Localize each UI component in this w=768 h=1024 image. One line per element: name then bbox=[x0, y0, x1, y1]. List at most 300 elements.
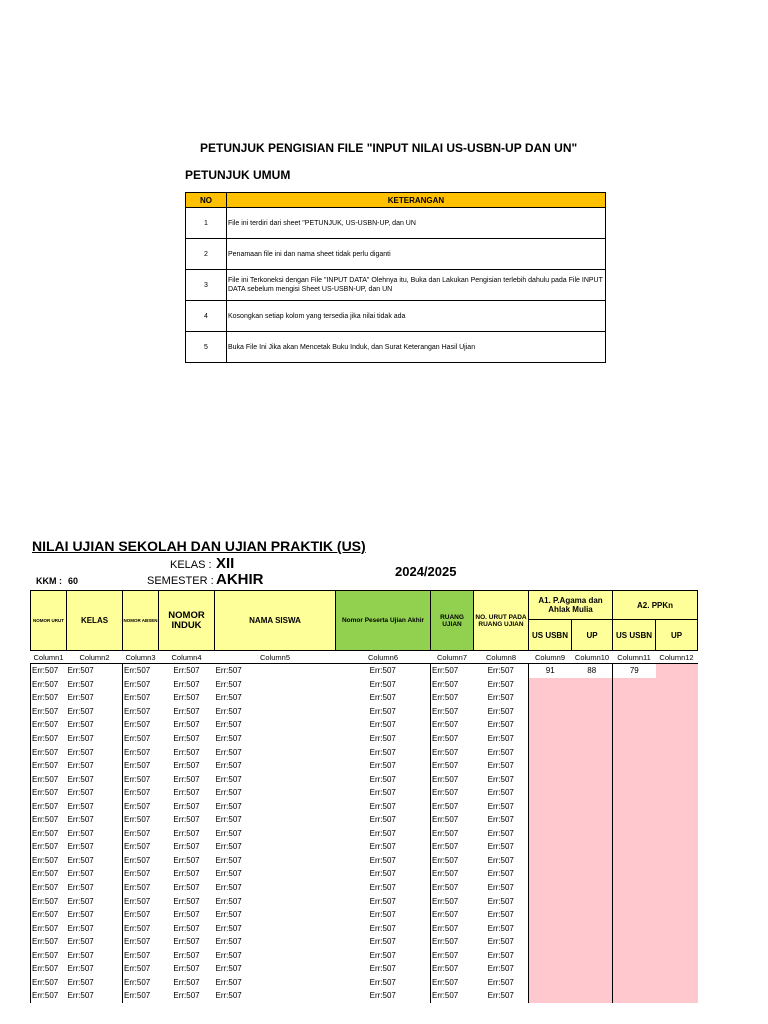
agama-us-usbn-cell[interactable] bbox=[529, 962, 572, 976]
ruang-ujian-cell[interactable]: Err:507 bbox=[431, 745, 474, 759]
nomor-induk-cell[interactable]: Err:507 bbox=[173, 747, 200, 757]
nomor-absen-cell[interactable]: Err:507 bbox=[123, 881, 159, 895]
no-urut-ruang-cell[interactable]: Err:507 bbox=[487, 964, 514, 974]
agama-up-cell[interactable] bbox=[572, 799, 613, 813]
nama-siswa-cell[interactable]: Err:507 bbox=[215, 720, 242, 730]
kelas-value[interactable]: XII bbox=[216, 555, 235, 572]
nomor-peserta-cell[interactable]: Err:507 bbox=[369, 991, 396, 1001]
no-urut-ruang-cell[interactable]: Err:507 bbox=[487, 923, 514, 933]
nomor-induk-cell[interactable]: Err:507 bbox=[173, 666, 200, 676]
agama-us-usbn-cell[interactable] bbox=[529, 908, 572, 922]
nama-siswa-cell[interactable]: Err:507 bbox=[215, 991, 242, 1001]
nama-siswa-cell[interactable]: Err:507 bbox=[215, 923, 242, 933]
nomor-urut-cell[interactable]: Err:507 bbox=[31, 759, 67, 773]
nomor-peserta-cell[interactable]: Err:507 bbox=[369, 720, 396, 730]
nomor-absen-cell[interactable]: Err:507 bbox=[123, 664, 159, 678]
ppkn-us-usbn-cell[interactable] bbox=[613, 989, 656, 1003]
agama-up-cell[interactable] bbox=[572, 705, 613, 719]
nama-siswa-cell[interactable]: Err:507 bbox=[215, 842, 242, 852]
ppkn-us-usbn-cell[interactable] bbox=[613, 840, 656, 854]
agama-us-usbn-cell[interactable] bbox=[529, 772, 572, 786]
ruang-ujian-cell[interactable]: Err:507 bbox=[431, 962, 474, 976]
agama-us-usbn-cell[interactable] bbox=[529, 799, 572, 813]
ppkn-up-cell[interactable] bbox=[656, 989, 698, 1003]
nomor-absen-cell[interactable]: Err:507 bbox=[123, 908, 159, 922]
nomor-absen-cell[interactable]: Err:507 bbox=[123, 705, 159, 719]
ppkn-up-cell[interactable] bbox=[656, 786, 698, 800]
agama-up-cell[interactable] bbox=[572, 813, 613, 827]
nomor-absen-cell[interactable]: Err:507 bbox=[123, 840, 159, 854]
agama-us-usbn-cell[interactable] bbox=[529, 745, 572, 759]
no-urut-ruang-cell[interactable]: Err:507 bbox=[487, 855, 514, 865]
ppkn-us-usbn-cell[interactable] bbox=[613, 813, 656, 827]
ruang-ujian-cell[interactable]: Err:507 bbox=[431, 813, 474, 827]
ppkn-us-usbn-cell[interactable]: 79 bbox=[613, 664, 656, 678]
nomor-absen-cell[interactable]: Err:507 bbox=[123, 745, 159, 759]
kelas-cell[interactable]: Err:507 bbox=[67, 679, 94, 689]
agama-us-usbn-cell[interactable] bbox=[529, 881, 572, 895]
nomor-peserta-cell[interactable]: Err:507 bbox=[369, 828, 396, 838]
agama-us-usbn-cell[interactable] bbox=[529, 813, 572, 827]
nomor-absen-cell[interactable]: Err:507 bbox=[123, 854, 159, 868]
ppkn-us-usbn-cell[interactable] bbox=[613, 881, 656, 895]
nomor-peserta-cell[interactable]: Err:507 bbox=[369, 774, 396, 784]
nama-siswa-cell[interactable]: Err:507 bbox=[215, 693, 242, 703]
nomor-urut-cell[interactable]: Err:507 bbox=[31, 935, 67, 949]
nomor-induk-cell[interactable]: Err:507 bbox=[173, 883, 200, 893]
nomor-absen-cell[interactable]: Err:507 bbox=[123, 921, 159, 935]
nomor-induk-cell[interactable]: Err:507 bbox=[173, 855, 200, 865]
agama-us-usbn-cell[interactable] bbox=[529, 976, 572, 990]
no-urut-ruang-cell[interactable]: Err:507 bbox=[487, 774, 514, 784]
agama-us-usbn-cell[interactable] bbox=[529, 948, 572, 962]
nomor-absen-cell[interactable]: Err:507 bbox=[123, 827, 159, 841]
nomor-peserta-cell[interactable]: Err:507 bbox=[369, 937, 396, 947]
nomor-urut-cell[interactable]: Err:507 bbox=[31, 840, 67, 854]
ppkn-us-usbn-cell[interactable] bbox=[613, 948, 656, 962]
ruang-ujian-cell[interactable]: Err:507 bbox=[431, 678, 474, 692]
agama-up-cell[interactable] bbox=[572, 894, 613, 908]
ppkn-up-cell[interactable] bbox=[656, 840, 698, 854]
nomor-peserta-cell[interactable]: Err:507 bbox=[369, 788, 396, 798]
nomor-urut-cell[interactable]: Err:507 bbox=[31, 962, 67, 976]
nomor-urut-cell[interactable]: Err:507 bbox=[31, 976, 67, 990]
nomor-urut-cell[interactable]: Err:507 bbox=[31, 786, 67, 800]
ruang-ujian-cell[interactable]: Err:507 bbox=[431, 976, 474, 990]
agama-up-cell[interactable] bbox=[572, 867, 613, 881]
no-urut-ruang-cell[interactable]: Err:507 bbox=[487, 883, 514, 893]
ruang-ujian-cell[interactable]: Err:507 bbox=[431, 759, 474, 773]
no-urut-ruang-cell[interactable]: Err:507 bbox=[487, 706, 514, 716]
ruang-ujian-cell[interactable]: Err:507 bbox=[431, 799, 474, 813]
agama-us-usbn-cell[interactable] bbox=[529, 867, 572, 881]
ruang-ujian-cell[interactable]: Err:507 bbox=[431, 881, 474, 895]
agama-up-cell[interactable] bbox=[572, 881, 613, 895]
nomor-peserta-cell[interactable]: Err:507 bbox=[369, 923, 396, 933]
nomor-urut-cell[interactable]: Err:507 bbox=[31, 989, 67, 1003]
ruang-ujian-cell[interactable]: Err:507 bbox=[431, 732, 474, 746]
nomor-urut-cell[interactable]: Err:507 bbox=[31, 772, 67, 786]
ruang-ujian-cell[interactable]: Err:507 bbox=[431, 867, 474, 881]
ppkn-up-cell[interactable] bbox=[656, 678, 698, 692]
kelas-cell[interactable]: Err:507 bbox=[67, 964, 94, 974]
nomor-urut-cell[interactable]: Err:507 bbox=[31, 705, 67, 719]
nomor-urut-cell[interactable]: Err:507 bbox=[31, 881, 67, 895]
ppkn-up-cell[interactable] bbox=[656, 772, 698, 786]
agama-up-cell[interactable] bbox=[572, 962, 613, 976]
ruang-ujian-cell[interactable]: Err:507 bbox=[431, 894, 474, 908]
nomor-absen-cell[interactable]: Err:507 bbox=[123, 813, 159, 827]
no-urut-ruang-cell[interactable]: Err:507 bbox=[487, 815, 514, 825]
nomor-peserta-cell[interactable]: Err:507 bbox=[369, 910, 396, 920]
nomor-induk-cell[interactable]: Err:507 bbox=[173, 774, 200, 784]
nama-siswa-cell[interactable]: Err:507 bbox=[215, 666, 242, 676]
kelas-cell[interactable]: Err:507 bbox=[67, 666, 94, 676]
ppkn-up-cell[interactable] bbox=[656, 799, 698, 813]
ppkn-us-usbn-cell[interactable] bbox=[613, 908, 656, 922]
ruang-ujian-cell[interactable]: Err:507 bbox=[431, 786, 474, 800]
ruang-ujian-cell[interactable]: Err:507 bbox=[431, 921, 474, 935]
agama-up-cell[interactable] bbox=[572, 745, 613, 759]
kelas-cell[interactable]: Err:507 bbox=[67, 720, 94, 730]
kelas-cell[interactable]: Err:507 bbox=[67, 693, 94, 703]
ppkn-up-cell[interactable] bbox=[656, 976, 698, 990]
kelas-cell[interactable]: Err:507 bbox=[67, 774, 94, 784]
agama-up-cell[interactable] bbox=[572, 976, 613, 990]
nomor-urut-cell[interactable]: Err:507 bbox=[31, 813, 67, 827]
nomor-absen-cell[interactable]: Err:507 bbox=[123, 962, 159, 976]
nomor-urut-cell[interactable]: Err:507 bbox=[31, 718, 67, 732]
nama-siswa-cell[interactable]: Err:507 bbox=[215, 977, 242, 987]
nomor-peserta-cell[interactable]: Err:507 bbox=[369, 842, 396, 852]
nomor-induk-cell[interactable]: Err:507 bbox=[173, 910, 200, 920]
kelas-cell[interactable]: Err:507 bbox=[67, 734, 94, 743]
ppkn-us-usbn-cell[interactable] bbox=[613, 718, 656, 732]
nomor-urut-cell[interactable]: Err:507 bbox=[31, 854, 67, 868]
nomor-induk-cell[interactable]: Err:507 bbox=[173, 842, 200, 852]
nomor-induk-cell[interactable]: Err:507 bbox=[173, 869, 200, 879]
kelas-cell[interactable]: Err:507 bbox=[67, 869, 94, 879]
nama-siswa-cell[interactable]: Err:507 bbox=[215, 869, 242, 879]
nomor-absen-cell[interactable]: Err:507 bbox=[123, 989, 159, 1003]
nomor-urut-cell[interactable]: Err:507 bbox=[31, 827, 67, 841]
agama-us-usbn-cell[interactable] bbox=[529, 827, 572, 841]
kelas-cell[interactable]: Err:507 bbox=[67, 923, 94, 933]
agama-up-cell[interactable] bbox=[572, 921, 613, 935]
ruang-ujian-cell[interactable]: Err:507 bbox=[431, 935, 474, 949]
agama-us-usbn-cell[interactable] bbox=[529, 786, 572, 800]
no-urut-ruang-cell[interactable]: Err:507 bbox=[487, 937, 514, 947]
agama-up-cell[interactable] bbox=[572, 732, 613, 746]
ppkn-up-cell[interactable] bbox=[656, 759, 698, 773]
ruang-ujian-cell[interactable]: Err:507 bbox=[431, 989, 474, 1003]
agama-us-usbn-cell[interactable] bbox=[529, 732, 572, 746]
nama-siswa-cell[interactable]: Err:507 bbox=[215, 801, 242, 811]
ppkn-us-usbn-cell[interactable] bbox=[613, 894, 656, 908]
no-urut-ruang-cell[interactable]: Err:507 bbox=[487, 747, 514, 757]
nomor-absen-cell[interactable]: Err:507 bbox=[123, 867, 159, 881]
nomor-absen-cell[interactable]: Err:507 bbox=[123, 935, 159, 949]
kelas-cell[interactable]: Err:507 bbox=[67, 855, 94, 865]
nomor-induk-cell[interactable]: Err:507 bbox=[173, 950, 200, 960]
nomor-urut-cell[interactable]: Err:507 bbox=[31, 799, 67, 813]
nomor-absen-cell[interactable]: Err:507 bbox=[123, 759, 159, 773]
nomor-induk-cell[interactable]: Err:507 bbox=[173, 801, 200, 811]
agama-up-cell[interactable] bbox=[572, 786, 613, 800]
nomor-induk-cell[interactable]: Err:507 bbox=[173, 761, 200, 771]
ruang-ujian-cell[interactable]: Err:507 bbox=[431, 840, 474, 854]
ruang-ujian-cell[interactable]: Err:507 bbox=[431, 908, 474, 922]
no-urut-ruang-cell[interactable]: Err:507 bbox=[487, 761, 514, 771]
no-urut-ruang-cell[interactable]: Err:507 bbox=[487, 828, 514, 838]
nomor-absen-cell[interactable]: Err:507 bbox=[123, 718, 159, 732]
ppkn-up-cell[interactable] bbox=[656, 908, 698, 922]
agama-us-usbn-cell[interactable] bbox=[529, 759, 572, 773]
ruang-ujian-cell[interactable]: Err:507 bbox=[431, 827, 474, 841]
ppkn-us-usbn-cell[interactable] bbox=[613, 921, 656, 935]
ppkn-up-cell[interactable] bbox=[656, 718, 698, 732]
ruang-ujian-cell[interactable]: Err:507 bbox=[431, 718, 474, 732]
kelas-cell[interactable]: Err:507 bbox=[67, 801, 94, 811]
ruang-ujian-cell[interactable]: Err:507 bbox=[431, 691, 474, 705]
no-urut-ruang-cell[interactable]: Err:507 bbox=[487, 679, 514, 689]
ppkn-us-usbn-cell[interactable] bbox=[613, 935, 656, 949]
kelas-cell[interactable]: Err:507 bbox=[67, 761, 94, 771]
ppkn-up-cell[interactable] bbox=[656, 948, 698, 962]
nomor-induk-cell[interactable]: Err:507 bbox=[173, 706, 200, 716]
agama-us-usbn-cell[interactable] bbox=[529, 678, 572, 692]
nomor-induk-cell[interactable]: Err:507 bbox=[173, 977, 200, 987]
kelas-cell[interactable]: Err:507 bbox=[67, 950, 94, 960]
ppkn-us-usbn-cell[interactable] bbox=[613, 962, 656, 976]
ruang-ujian-cell[interactable]: Err:507 bbox=[431, 854, 474, 868]
nomor-peserta-cell[interactable]: Err:507 bbox=[369, 666, 396, 676]
ppkn-us-usbn-cell[interactable] bbox=[613, 799, 656, 813]
kkm-value[interactable]: 60 bbox=[68, 576, 79, 586]
kelas-cell[interactable]: Err:507 bbox=[67, 883, 94, 893]
nomor-induk-cell[interactable]: Err:507 bbox=[173, 828, 200, 838]
agama-up-cell[interactable] bbox=[572, 989, 613, 1003]
ruang-ujian-cell[interactable]: Err:507 bbox=[431, 705, 474, 719]
nama-siswa-cell[interactable]: Err:507 bbox=[215, 896, 242, 906]
nomor-peserta-cell[interactable]: Err:507 bbox=[369, 706, 396, 716]
agama-us-usbn-cell[interactable] bbox=[529, 840, 572, 854]
nomor-absen-cell[interactable]: Err:507 bbox=[123, 772, 159, 786]
agama-up-cell[interactable] bbox=[572, 948, 613, 962]
nama-siswa-cell[interactable]: Err:507 bbox=[215, 761, 242, 771]
nama-siswa-cell[interactable]: Err:507 bbox=[215, 706, 242, 716]
nomor-peserta-cell[interactable]: Err:507 bbox=[369, 855, 396, 865]
ppkn-us-usbn-cell[interactable] bbox=[613, 786, 656, 800]
nama-siswa-cell[interactable]: Err:507 bbox=[215, 734, 242, 743]
nomor-induk-cell[interactable]: Err:507 bbox=[173, 991, 200, 1001]
agama-us-usbn-cell[interactable] bbox=[529, 718, 572, 732]
nomor-peserta-cell[interactable]: Err:507 bbox=[369, 883, 396, 893]
no-urut-ruang-cell[interactable]: Err:507 bbox=[487, 666, 514, 676]
nomor-induk-cell[interactable]: Err:507 bbox=[173, 964, 200, 974]
ppkn-us-usbn-cell[interactable] bbox=[613, 759, 656, 773]
nama-siswa-cell[interactable]: Err:507 bbox=[215, 883, 242, 893]
agama-up-cell[interactable] bbox=[572, 854, 613, 868]
ppkn-up-cell[interactable] bbox=[656, 664, 698, 678]
agama-us-usbn-cell[interactable] bbox=[529, 854, 572, 868]
nomor-absen-cell[interactable]: Err:507 bbox=[123, 894, 159, 908]
agama-up-cell[interactable] bbox=[572, 759, 613, 773]
kelas-cell[interactable]: Err:507 bbox=[67, 828, 94, 838]
agama-us-usbn-cell[interactable] bbox=[529, 921, 572, 935]
ppkn-us-usbn-cell[interactable] bbox=[613, 691, 656, 705]
no-urut-ruang-cell[interactable]: Err:507 bbox=[487, 977, 514, 987]
nomor-peserta-cell[interactable]: Err:507 bbox=[369, 761, 396, 771]
nomor-peserta-cell[interactable]: Err:507 bbox=[369, 977, 396, 987]
nama-siswa-cell[interactable]: Err:507 bbox=[215, 964, 242, 974]
nama-siswa-cell[interactable]: Err:507 bbox=[215, 788, 242, 798]
nama-siswa-cell[interactable]: Err:507 bbox=[215, 747, 242, 757]
nama-siswa-cell[interactable]: Err:507 bbox=[215, 679, 242, 689]
nama-siswa-cell[interactable]: Err:507 bbox=[215, 815, 242, 825]
nomor-induk-cell[interactable]: Err:507 bbox=[173, 679, 200, 689]
nomor-induk-cell[interactable]: Err:507 bbox=[173, 788, 200, 798]
nomor-peserta-cell[interactable]: Err:507 bbox=[369, 950, 396, 960]
nomor-peserta-cell[interactable]: Err:507 bbox=[369, 747, 396, 757]
nomor-peserta-cell[interactable]: Err:507 bbox=[369, 801, 396, 811]
nomor-peserta-cell[interactable]: Err:507 bbox=[369, 679, 396, 689]
agama-up-cell[interactable] bbox=[572, 772, 613, 786]
nomor-absen-cell[interactable]: Err:507 bbox=[123, 678, 159, 692]
ppkn-up-cell[interactable] bbox=[656, 732, 698, 746]
no-urut-ruang-cell[interactable]: Err:507 bbox=[487, 734, 514, 743]
kelas-cell[interactable]: Err:507 bbox=[67, 977, 94, 987]
ppkn-up-cell[interactable] bbox=[656, 854, 698, 868]
nomor-urut-cell[interactable]: Err:507 bbox=[31, 908, 67, 922]
ppkn-up-cell[interactable] bbox=[656, 691, 698, 705]
no-urut-ruang-cell[interactable]: Err:507 bbox=[487, 842, 514, 852]
agama-up-cell[interactable] bbox=[572, 691, 613, 705]
no-urut-ruang-cell[interactable]: Err:507 bbox=[487, 896, 514, 906]
nomor-urut-cell[interactable]: Err:507 bbox=[31, 867, 67, 881]
nomor-urut-cell[interactable]: Err:507 bbox=[31, 894, 67, 908]
nama-siswa-cell[interactable]: Err:507 bbox=[215, 774, 242, 784]
ppkn-up-cell[interactable] bbox=[656, 921, 698, 935]
ppkn-us-usbn-cell[interactable] bbox=[613, 854, 656, 868]
ppkn-up-cell[interactable] bbox=[656, 881, 698, 895]
agama-us-usbn-cell[interactable] bbox=[529, 935, 572, 949]
agama-up-cell[interactable] bbox=[572, 935, 613, 949]
kelas-cell[interactable]: Err:507 bbox=[67, 788, 94, 798]
ppkn-up-cell[interactable] bbox=[656, 935, 698, 949]
ppkn-up-cell[interactable] bbox=[656, 827, 698, 841]
nomor-urut-cell[interactable]: Err:507 bbox=[31, 745, 67, 759]
kelas-cell[interactable]: Err:507 bbox=[67, 815, 94, 825]
ppkn-up-cell[interactable] bbox=[656, 813, 698, 827]
agama-us-usbn-cell[interactable] bbox=[529, 894, 572, 908]
nama-siswa-cell[interactable]: Err:507 bbox=[215, 910, 242, 920]
kelas-cell[interactable]: Err:507 bbox=[67, 706, 94, 716]
nomor-peserta-cell[interactable]: Err:507 bbox=[369, 693, 396, 703]
no-urut-ruang-cell[interactable]: Err:507 bbox=[487, 950, 514, 960]
kelas-cell[interactable]: Err:507 bbox=[67, 937, 94, 947]
nomor-induk-cell[interactable]: Err:507 bbox=[173, 937, 200, 947]
agama-us-usbn-cell[interactable] bbox=[529, 705, 572, 719]
semester-value[interactable]: AKHIR bbox=[216, 571, 264, 588]
nomor-urut-cell[interactable]: Err:507 bbox=[31, 948, 67, 962]
no-urut-ruang-cell[interactable]: Err:507 bbox=[487, 801, 514, 811]
no-urut-ruang-cell[interactable]: Err:507 bbox=[487, 991, 514, 1001]
nama-siswa-cell[interactable]: Err:507 bbox=[215, 855, 242, 865]
agama-us-usbn-cell[interactable]: 91 bbox=[529, 664, 572, 678]
agama-up-cell[interactable]: 88 bbox=[572, 664, 613, 678]
kelas-cell[interactable]: Err:507 bbox=[67, 910, 94, 920]
ppkn-us-usbn-cell[interactable] bbox=[613, 772, 656, 786]
ppkn-up-cell[interactable] bbox=[656, 745, 698, 759]
nomor-absen-cell[interactable]: Err:507 bbox=[123, 799, 159, 813]
kelas-cell[interactable]: Err:507 bbox=[67, 747, 94, 757]
ppkn-up-cell[interactable] bbox=[656, 867, 698, 881]
nomor-induk-cell[interactable]: Err:507 bbox=[173, 896, 200, 906]
nama-siswa-cell[interactable]: Err:507 bbox=[215, 950, 242, 960]
nomor-peserta-cell[interactable]: Err:507 bbox=[369, 896, 396, 906]
agama-us-usbn-cell[interactable] bbox=[529, 989, 572, 1003]
nomor-induk-cell[interactable]: Err:507 bbox=[173, 815, 200, 825]
ppkn-us-usbn-cell[interactable] bbox=[613, 827, 656, 841]
no-urut-ruang-cell[interactable]: Err:507 bbox=[487, 720, 514, 730]
no-urut-ruang-cell[interactable]: Err:507 bbox=[487, 910, 514, 920]
kelas-cell[interactable]: Err:507 bbox=[67, 896, 94, 906]
no-urut-ruang-cell[interactable]: Err:507 bbox=[487, 869, 514, 879]
ppkn-up-cell[interactable] bbox=[656, 705, 698, 719]
agama-up-cell[interactable] bbox=[572, 718, 613, 732]
nomor-peserta-cell[interactable]: Err:507 bbox=[369, 815, 396, 825]
nomor-induk-cell[interactable]: Err:507 bbox=[173, 923, 200, 933]
ruang-ujian-cell[interactable]: Err:507 bbox=[431, 664, 474, 678]
nomor-induk-cell[interactable]: Err:507 bbox=[173, 720, 200, 730]
agama-up-cell[interactable] bbox=[572, 678, 613, 692]
nomor-urut-cell[interactable]: Err:507 bbox=[31, 664, 67, 678]
ppkn-us-usbn-cell[interactable] bbox=[613, 678, 656, 692]
nama-siswa-cell[interactable]: Err:507 bbox=[215, 937, 242, 947]
ppkn-up-cell[interactable] bbox=[656, 894, 698, 908]
ppkn-us-usbn-cell[interactable] bbox=[613, 732, 656, 746]
no-urut-ruang-cell[interactable]: Err:507 bbox=[487, 788, 514, 798]
nomor-urut-cell[interactable]: Err:507 bbox=[31, 691, 67, 705]
nomor-absen-cell[interactable]: Err:507 bbox=[123, 732, 159, 746]
nomor-induk-cell[interactable]: Err:507 bbox=[173, 693, 200, 703]
ruang-ujian-cell[interactable]: Err:507 bbox=[431, 948, 474, 962]
agama-up-cell[interactable] bbox=[572, 827, 613, 841]
nomor-induk-cell[interactable]: Err:507 bbox=[173, 734, 200, 743]
agama-us-usbn-cell[interactable] bbox=[529, 691, 572, 705]
nomor-urut-cell[interactable]: Err:507 bbox=[31, 678, 67, 692]
nomor-peserta-cell[interactable]: Err:507 bbox=[369, 734, 396, 743]
agama-up-cell[interactable] bbox=[572, 840, 613, 854]
no-urut-ruang-cell[interactable]: Err:507 bbox=[487, 693, 514, 703]
nomor-absen-cell[interactable]: Err:507 bbox=[123, 691, 159, 705]
nomor-absen-cell[interactable]: Err:507 bbox=[123, 976, 159, 990]
nomor-absen-cell[interactable]: Err:507 bbox=[123, 786, 159, 800]
nomor-absen-cell[interactable]: Err:507 bbox=[123, 948, 159, 962]
ppkn-us-usbn-cell[interactable] bbox=[613, 867, 656, 881]
nama-siswa-cell[interactable]: Err:507 bbox=[215, 828, 242, 838]
nomor-urut-cell[interactable]: Err:507 bbox=[31, 732, 67, 746]
nomor-peserta-cell[interactable]: Err:507 bbox=[369, 964, 396, 974]
nomor-peserta-cell[interactable]: Err:507 bbox=[369, 869, 396, 879]
kelas-cell[interactable]: Err:507 bbox=[67, 842, 94, 852]
ruang-ujian-cell[interactable]: Err:507 bbox=[431, 772, 474, 786]
ppkn-us-usbn-cell[interactable] bbox=[613, 705, 656, 719]
nomor-urut-cell[interactable]: Err:507 bbox=[31, 921, 67, 935]
kelas-cell[interactable]: Err:507 bbox=[67, 991, 94, 1001]
ppkn-us-usbn-cell[interactable] bbox=[613, 976, 656, 990]
